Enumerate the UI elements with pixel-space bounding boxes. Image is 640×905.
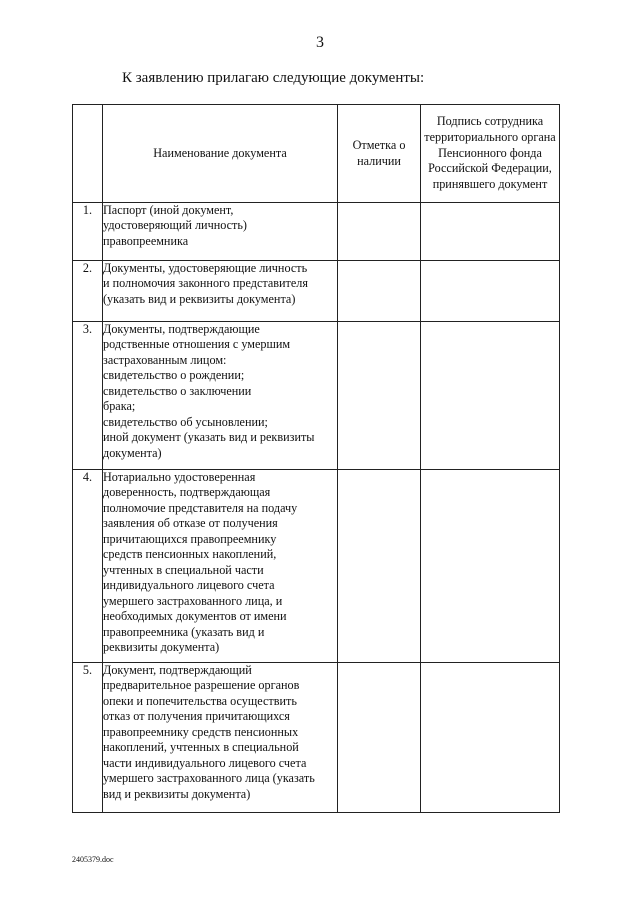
availability-mark-cell[interactable] [338, 322, 421, 470]
document-name-line: части индивидуального лицевого счета [103, 755, 307, 770]
document-name-line: заявления об отказе от получения [103, 516, 278, 531]
document-name-line: Документы, подтверждающие [103, 322, 260, 336]
document-name-line: накоплений, учтенных в специальной [103, 740, 299, 755]
signature-cell[interactable] [421, 470, 560, 663]
document-name-line: индивидуального лицевого счета [103, 578, 275, 593]
table-row [73, 203, 560, 261]
header-employee-signature: Подпись сотрудника территориального органа Пенсионного фонда Российской Федерации, принявшего документ [421, 105, 560, 203]
document-name [103, 470, 338, 663]
document-name-line: Документы, удостоверяющие личность [103, 261, 308, 275]
document-name-line: брака; [103, 399, 136, 414]
document-name-line: родственные отношения с умершим [103, 337, 291, 352]
header-document-name: Наименование документа [103, 105, 338, 203]
document-name-line: вид и реквизиты документа) [103, 786, 251, 801]
row-number: 5. [73, 663, 103, 813]
document-name-line: отказ от получения причитающихся [103, 709, 290, 724]
document-name-line: свидетельство о заключении [103, 383, 252, 398]
signature-cell[interactable] [421, 203, 560, 261]
document-name-line: документа) [103, 445, 162, 460]
document-name-line: реквизиты документа) [103, 640, 220, 655]
signature-cell[interactable] [421, 261, 560, 322]
row-number: 1. [73, 203, 103, 261]
document-name-line: учтенных в специальной части [103, 562, 264, 577]
signature-cell[interactable] [421, 663, 560, 813]
document-name-line: и полномочия законного представителя [103, 276, 308, 291]
document-name-line: умершего застрахованного лица, и [103, 593, 283, 608]
document-name-line: правопреемника [103, 233, 189, 248]
row-number: 4. [73, 470, 103, 663]
document-name-line: (указать вид и реквизиты документа) [103, 291, 296, 306]
document-name-line: предварительное разрешение органов [103, 678, 300, 693]
document-name-line: удостоверяющий личность) [103, 218, 247, 233]
document-name [103, 203, 338, 261]
page-number: 3 [316, 34, 324, 51]
signature-cell[interactable] [421, 322, 560, 470]
table-row [73, 322, 560, 470]
row-number: 2. [73, 261, 103, 322]
document-name-line: Нотариально удостоверенная [103, 470, 256, 484]
document-name-line: свидетельство об усыновлении; [103, 414, 268, 429]
table-row [73, 470, 560, 663]
document-name-line: необходимых документов от имени [103, 609, 287, 624]
availability-mark-cell[interactable] [338, 663, 421, 813]
document-name [103, 663, 338, 813]
document-name [103, 322, 338, 470]
table-row [73, 261, 560, 322]
document-name-line: иной документ (указать вид и реквизиты [103, 430, 315, 445]
header-availability-mark: Отметка о наличии [338, 105, 421, 203]
document-name-line: застрахованным лицом: [103, 352, 227, 367]
availability-mark-cell[interactable] [338, 261, 421, 322]
table-row [73, 663, 560, 813]
document-name-line: причитающихся правопреемнику [103, 531, 277, 546]
intro-text: К заявлению прилагаю следующие документы: [122, 70, 425, 86]
header-number [73, 105, 103, 203]
document-name-line: Паспорт (иной документ, [103, 203, 234, 217]
document-name-line: Документ, подтверждающий [103, 663, 252, 677]
footer-filename: 2405379.doc [72, 855, 114, 864]
document-name [103, 261, 338, 322]
document-name-line: правопреемнику средств пенсионных [103, 724, 299, 739]
table-header-row [73, 105, 560, 203]
document-name-line: опеки и попечительства осуществить [103, 693, 297, 708]
document-name-line: средств пенсионных накоплений, [103, 547, 277, 562]
availability-mark-cell[interactable] [338, 203, 421, 261]
documents-table [72, 104, 560, 813]
row-number: 3. [73, 322, 103, 470]
document-name-line: полномочие представителя на подачу [103, 500, 298, 515]
document-name-line: доверенность, подтверждающая [103, 485, 271, 500]
document-name-line: умершего застрахованного лица (указать [103, 771, 315, 786]
document-name-line: свидетельство о рождении; [103, 368, 245, 383]
availability-mark-cell[interactable] [338, 470, 421, 663]
document-name-line: правопреемника (указать вид и [103, 624, 265, 639]
